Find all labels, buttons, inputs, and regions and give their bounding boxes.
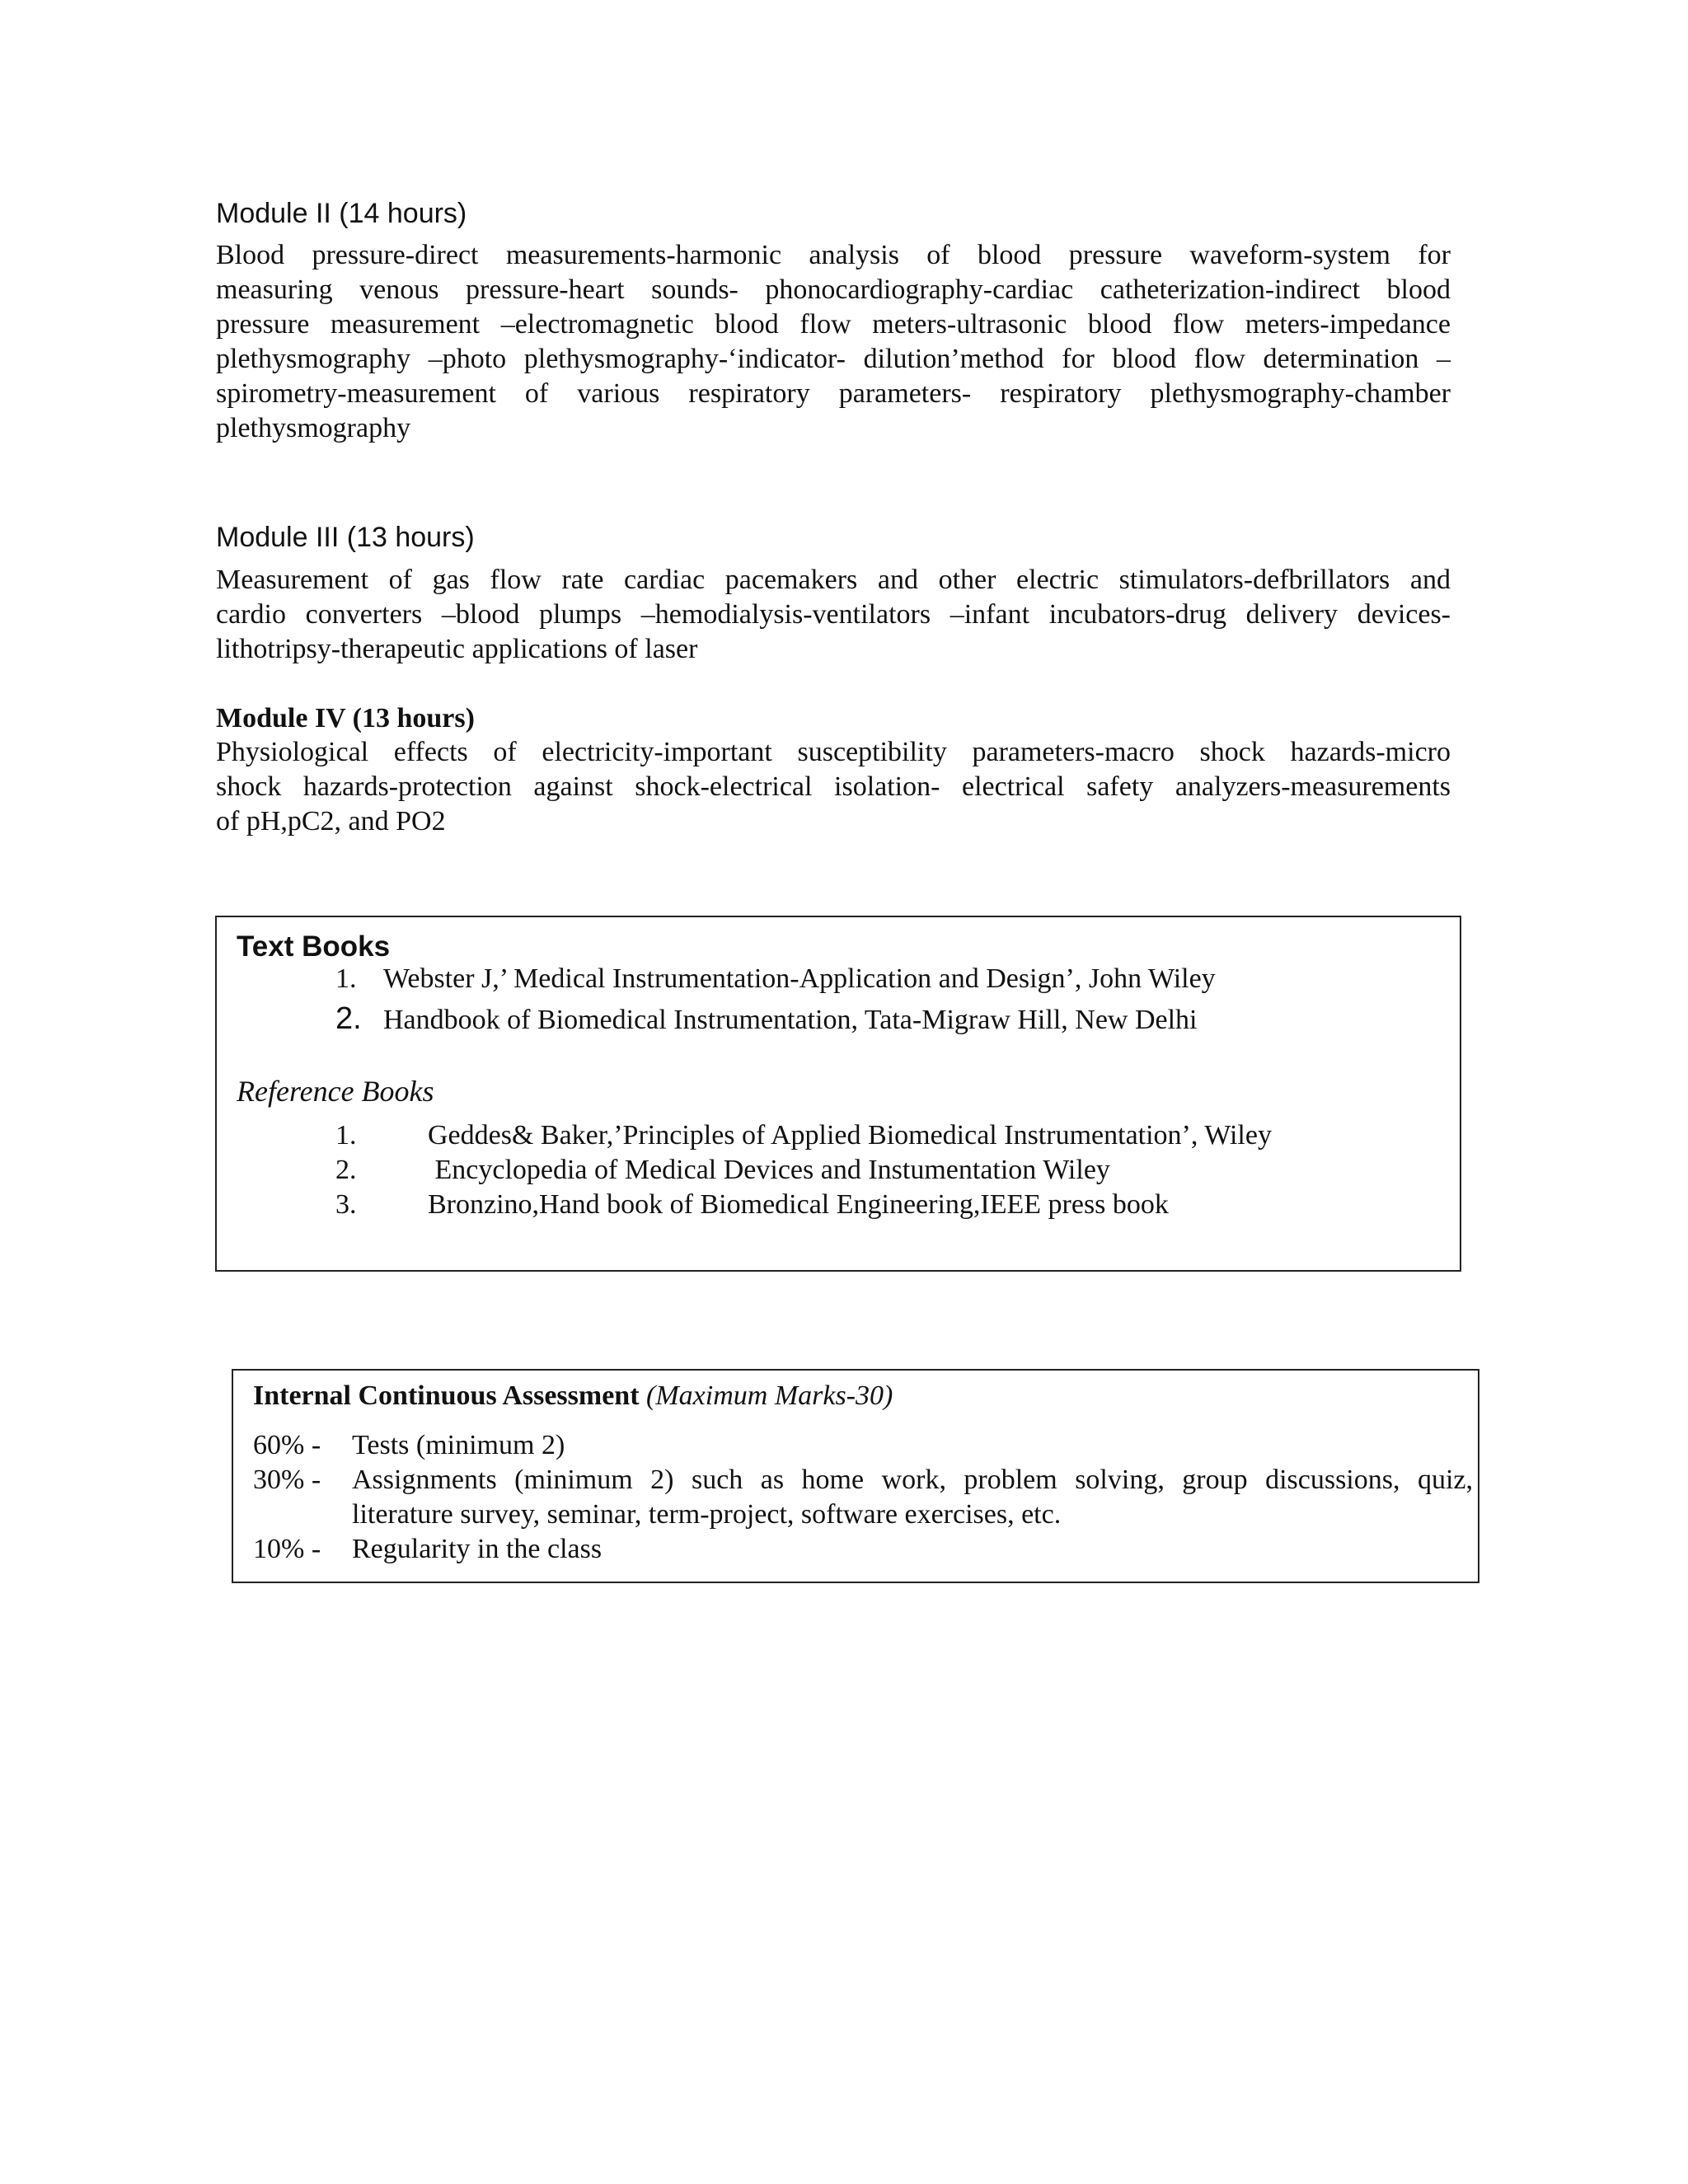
reference-book-item-number: 3. — [335, 1189, 357, 1220]
assessment-title-italic: (Maximum Marks-30) — [646, 1380, 893, 1411]
books-box — [215, 916, 1461, 1272]
reference-book-item-number: 1. — [335, 1120, 357, 1151]
reference-books-heading: Reference Books — [237, 1075, 434, 1108]
assessment-percent: 10% - — [253, 1534, 321, 1564]
module-4-line: shock hazards-protection against shock-electrical isolation- electrical safety analyzers-measurements — [216, 771, 1451, 802]
module-2-line: measuring venous pressure-heart sounds- phonocardiography-cardiac catheterization-indirect blood — [216, 274, 1451, 305]
assessment-percent: 30% - — [253, 1465, 321, 1495]
assessment-percent: 60% - — [253, 1430, 321, 1460]
module-3-line: cardio converters –blood plumps –hemodialysis-ventilators –infant incubators-drug delivery devices- — [216, 599, 1451, 630]
module-4-heading: Module IV (13 hours) — [216, 703, 475, 733]
module-4-line: Physiological effects of electricity-important susceptibility parameters-macro shock hazards-micro — [216, 737, 1451, 767]
assessment-title — [253, 1379, 893, 1413]
module-3-heading: Module III (13 hours) — [216, 522, 475, 553]
module-4-line: of pH,pC2, and PO2 — [216, 806, 446, 837]
module-4-body — [216, 735, 1451, 839]
assessment-box — [232, 1369, 1479, 1583]
reference-book-item: Bronzino,Hand book of Biomedical Engineering,IEEE press book — [428, 1189, 1169, 1220]
text-book-item: Webster J,’ Medical Instrumentation-Application and Design’, John Wiley — [383, 963, 1216, 994]
reference-book-item: Geddes& Baker,’Principles of Applied Biomedical Instrumentation’, Wiley — [428, 1120, 1272, 1151]
assessment-item — [352, 1532, 1473, 1567]
module-3-body — [216, 563, 1451, 667]
module-2-body — [216, 238, 1451, 446]
text-book-item: Handbook of Biomedical Instrumentation, Tata-Migraw Hill, New Delhi — [383, 1005, 1198, 1035]
module-2-line: plethysmography –photo plethysmography-‘indicator- dilution’method for blood flow determination – — [216, 344, 1451, 374]
reference-book-item-number: 2. — [335, 1155, 357, 1185]
assessment-item — [352, 1428, 1473, 1463]
reference-book-item: Encyclopedia of Medical Devices and Instumentation Wiley — [428, 1155, 1110, 1185]
assessment-item-line: literature survey, seminar, term-project, software exercises, etc. — [352, 1499, 1062, 1530]
text-books-heading: Text Books — [237, 930, 391, 963]
module-2-line: spirometry-measurement of various respiratory parameters- respiratory plethysmography-chamber — [216, 378, 1451, 409]
module-2-line: Blood pressure-direct measurements-harmonic analysis of blood pressure waveform-system for — [216, 240, 1451, 270]
module-2-line: plethysmography — [216, 413, 411, 443]
assessment-item — [352, 1463, 1473, 1532]
text-book-item-number: 1. — [335, 963, 357, 994]
module-3-line: Measurement of gas flow rate cardiac pacemakers and other electric stimulators-defbrillators and — [216, 565, 1451, 595]
assessment-item-line: Regularity in the class — [352, 1534, 603, 1564]
module-2-line: pressure measurement –electromagnetic blood flow meters-ultrasonic blood flow meters-impedance — [216, 309, 1451, 340]
assessment-item-line: Tests (minimum 2) — [352, 1430, 565, 1460]
module-2-heading: Module II (14 hours) — [216, 198, 467, 229]
assessment-title-bold: Internal Continuous Assessment — [253, 1380, 640, 1411]
assessment-item-line: Assignments (minimum 2) such as home work, problem solving, group discussions, quiz, — [352, 1465, 1473, 1495]
module-3-line: lithotripsy-therapeutic applications of laser — [216, 634, 698, 664]
text-book-item-number: 2. — [335, 1001, 362, 1036]
